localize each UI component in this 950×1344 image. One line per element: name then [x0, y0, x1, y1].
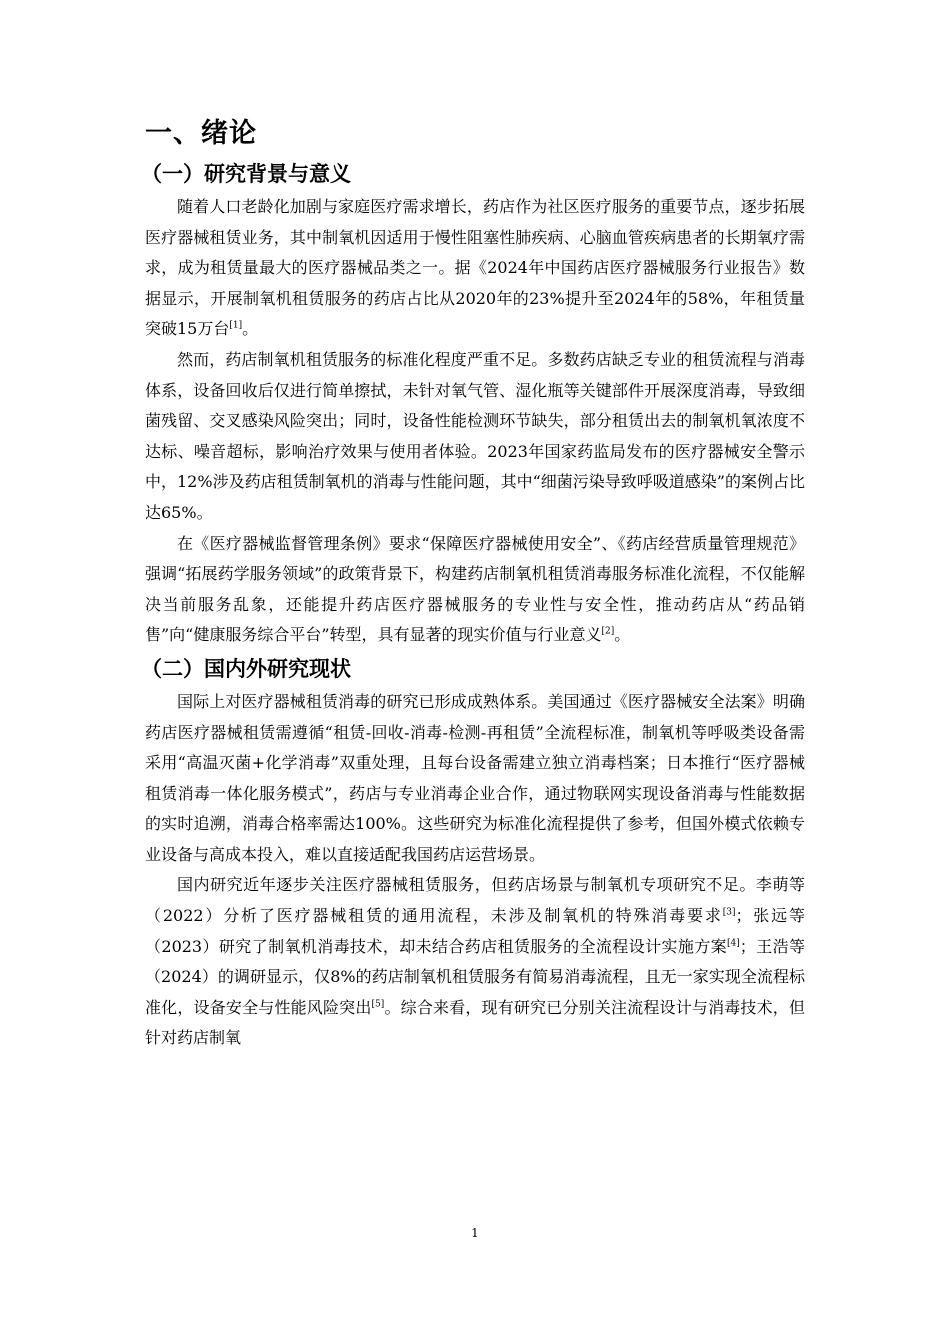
paragraph-text: ；王浩等（2024）的调研显示，仅8%的药店制氧机租赁服务有简易消毒流程，且无一家实现全流程标准化，设备安全与性能风险突出	[145, 936, 805, 1017]
citation-ref: [5]	[371, 999, 385, 1010]
paragraph-text: 在《医疗器械监督管理条例》要求“保障医疗器械使用安全”、《药店经营质量管理规范》强调“拓展药学服务领域”的政策背景下，构建药店制氧机租赁消毒服务标准化流程，不仅能解决当前服务乱象，还能提升药店医疗器械服务的专业性与安全性，推动药店从“药品销售”向“健康服务综合平台”转型，具有显著的现实价值与行业意义	[145, 533, 805, 645]
paragraph-research-international: 国际上对医疗器械租赁消毒的研究已形成成熟体系。美国通过《医疗器械安全法案》明确药店医疗器械租赁需遵循“租赁-回收-消毒-检测-再租赁”全流程标准，制氧机等呼吸类设备需采用“高温灭菌+化学消毒”双重处理，且每台设备需建立独立消毒档案；日本推行“医疗器械租赁消毒一体化服务模式”，药店与专业消毒企业合作，通过物联网实现设备消毒与性能数据的实时追溯，消毒合格率需达100%。这些研究为标准化流程提供了参考，但国外模式依赖专业设备与高成本投入，难以直接适配我国药店运营场景。	[145, 691, 805, 864]
citation-ref: [1]	[229, 321, 243, 332]
paragraph-background-3	[145, 529, 805, 651]
paragraph-text: 国内研究近年逐步关注医疗器械租赁服务，但药店场景与制氧机专项研究不足。李萌等（2022）分析了医疗器械租赁的通用流程，未涉及制氧机的特殊消毒要求	[145, 875, 805, 926]
page-number: 1	[471, 1226, 479, 1240]
paragraph-research-domestic	[145, 870, 805, 1054]
citation-ref: [3]	[722, 907, 736, 918]
paragraph-text: 随着人口老龄化加剧与家庭医疗需求增长，药店作为社区医疗服务的重要节点，逐步拓展医疗器械租赁业务，其中制氧机因适用于慢性阻塞性肺疾病、心脑血管疾病患者的长期氧疗需求，成为租赁量最大的医疗器械品类之一。据《2024年中国药店医疗器械服务行业报告》数据显示，开展制氧机租赁服务的药店占比从2020年的23%提升至2024年的58%，年租赁量突破15万台	[145, 197, 805, 339]
paragraph-text: ；张远等（2023）研究了制氧机消毒技术，却未结合药店租赁服务的全流程设计实施方案	[145, 906, 805, 956]
paragraph-end: 。	[614, 625, 631, 645]
citation-ref: [4]	[727, 938, 740, 949]
paragraph-end: 。	[242, 319, 259, 339]
citation-ref: [2]	[601, 626, 615, 637]
section-heading-background: （一）研究背景与意义	[141, 162, 351, 186]
paragraph-text: 。综合来看，现有研究已分别关注流程设计与消毒技术，但针对药店制氧	[145, 997, 805, 1048]
section-heading-research-status: （二）国内外研究现状	[141, 656, 351, 681]
paragraph-background-1	[145, 192, 805, 345]
paragraph-background-2: 然而，药店制氧机租赁服务的标准化程度严重不足。多数药店缺乏专业的租赁流程与消毒体系，设备回收后仅进行简单擦拭，未针对氧气管、湿化瓶等关键部件开展深度消毒，导致细菌残留、交叉感染风险突出；同时，设备性能检测环节缺失，部分租赁出去的制氧机氧浓度不达标、噪音超标，影响治疗效果与使用者体验。2023年国家药监局发布的医疗器械安全警示中，12%涉及药店租赁制氧机的消毒与性能问题，其中“细菌污染导致呼吸道感染”的案例占比达65%。	[145, 349, 805, 522]
chapter-heading: 一、绪论	[145, 118, 257, 149]
page-content	[141, 112, 805, 1054]
